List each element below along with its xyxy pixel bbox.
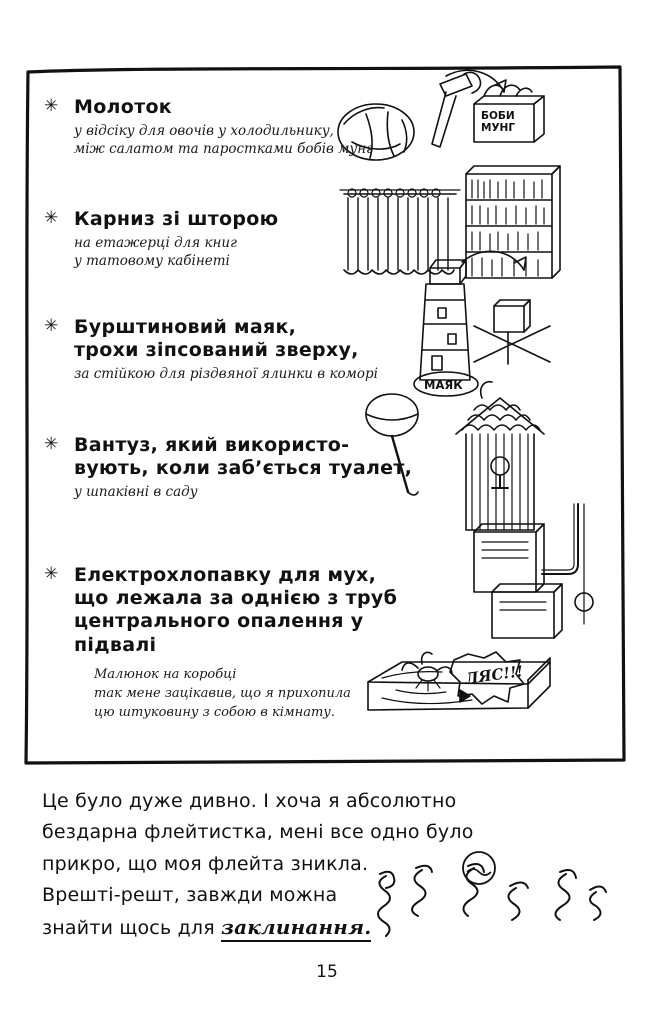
svg-text:БОБИ: БОБИ xyxy=(481,110,515,122)
item-subtext-line: у відсіку для овочів у холодильнику, xyxy=(74,123,334,140)
asterisk-bullet-icon: ✳ xyxy=(44,316,59,336)
checklist-box xyxy=(22,62,630,768)
checklist-items xyxy=(36,76,616,754)
page-number: 15 xyxy=(316,962,338,982)
svg-text:ЛЯС!!!: ЛЯС!!! xyxy=(464,662,525,688)
item-headline: Вантуз, який використо- xyxy=(74,434,350,456)
item-subtext-line: у татовому кабінеті xyxy=(74,253,230,270)
item-subtext-line: у шпаківні в саду xyxy=(74,484,198,501)
item-headline: вують, коли заб’ється туалет, xyxy=(74,457,413,480)
list-item xyxy=(36,208,416,271)
asterisk-bullet-icon: ✳ xyxy=(44,564,59,584)
illustration-caption xyxy=(94,666,374,723)
item-headline: трохи зіпсований зверху, xyxy=(74,339,359,362)
svg-text:МАЯК: МАЯК xyxy=(424,378,463,392)
list-item xyxy=(36,434,416,502)
list-item xyxy=(36,316,416,384)
body-line: бездарна флейтистка, мені все одно було xyxy=(42,821,474,844)
asterisk-bullet-icon: ✳ xyxy=(44,96,59,116)
item-headline: Карниз зі шторою xyxy=(74,208,279,230)
spell-emphasis: заклинання. xyxy=(221,915,371,942)
bubble-doodle xyxy=(455,850,503,890)
item-headline: що лежала за однією з труб xyxy=(74,587,398,610)
item-subtext-line: за стійкою для різдвяної ялинки в коморі xyxy=(74,366,378,383)
item-headline: Електрохлопавку для мух, xyxy=(74,564,377,586)
body-line: Це було дуже дивно. І хоча я абсолютно xyxy=(42,790,457,812)
body-line-prefix: знайти щось для xyxy=(42,917,222,940)
asterisk-bullet-icon: ✳ xyxy=(44,434,59,454)
caption-line: так мене зацікавив, що я прихопила xyxy=(94,685,351,701)
list-item xyxy=(36,96,416,159)
caption-line: цю штуковину з собою в кімнату. xyxy=(94,704,335,720)
caption-line: Малюнок на коробці xyxy=(94,667,237,682)
item-headline: Молоток xyxy=(74,96,172,118)
svg-text:МУНГ: МУНГ xyxy=(481,122,516,134)
body-line: Врешті-решт, завжди можна xyxy=(42,884,338,907)
item-headline: центрального опалення у підвалі xyxy=(74,610,364,656)
item-subtext-line: між салатом та паростками бобів мунг xyxy=(74,141,373,158)
asterisk-bullet-icon: ✳ xyxy=(44,208,59,228)
item-headline: Бурштиновий маяк, xyxy=(74,316,297,338)
list-item xyxy=(36,564,416,657)
item-subtext-line: на етажерці для книг xyxy=(74,235,237,252)
body-line: прикро, що моя флейта зникла. xyxy=(42,852,369,875)
